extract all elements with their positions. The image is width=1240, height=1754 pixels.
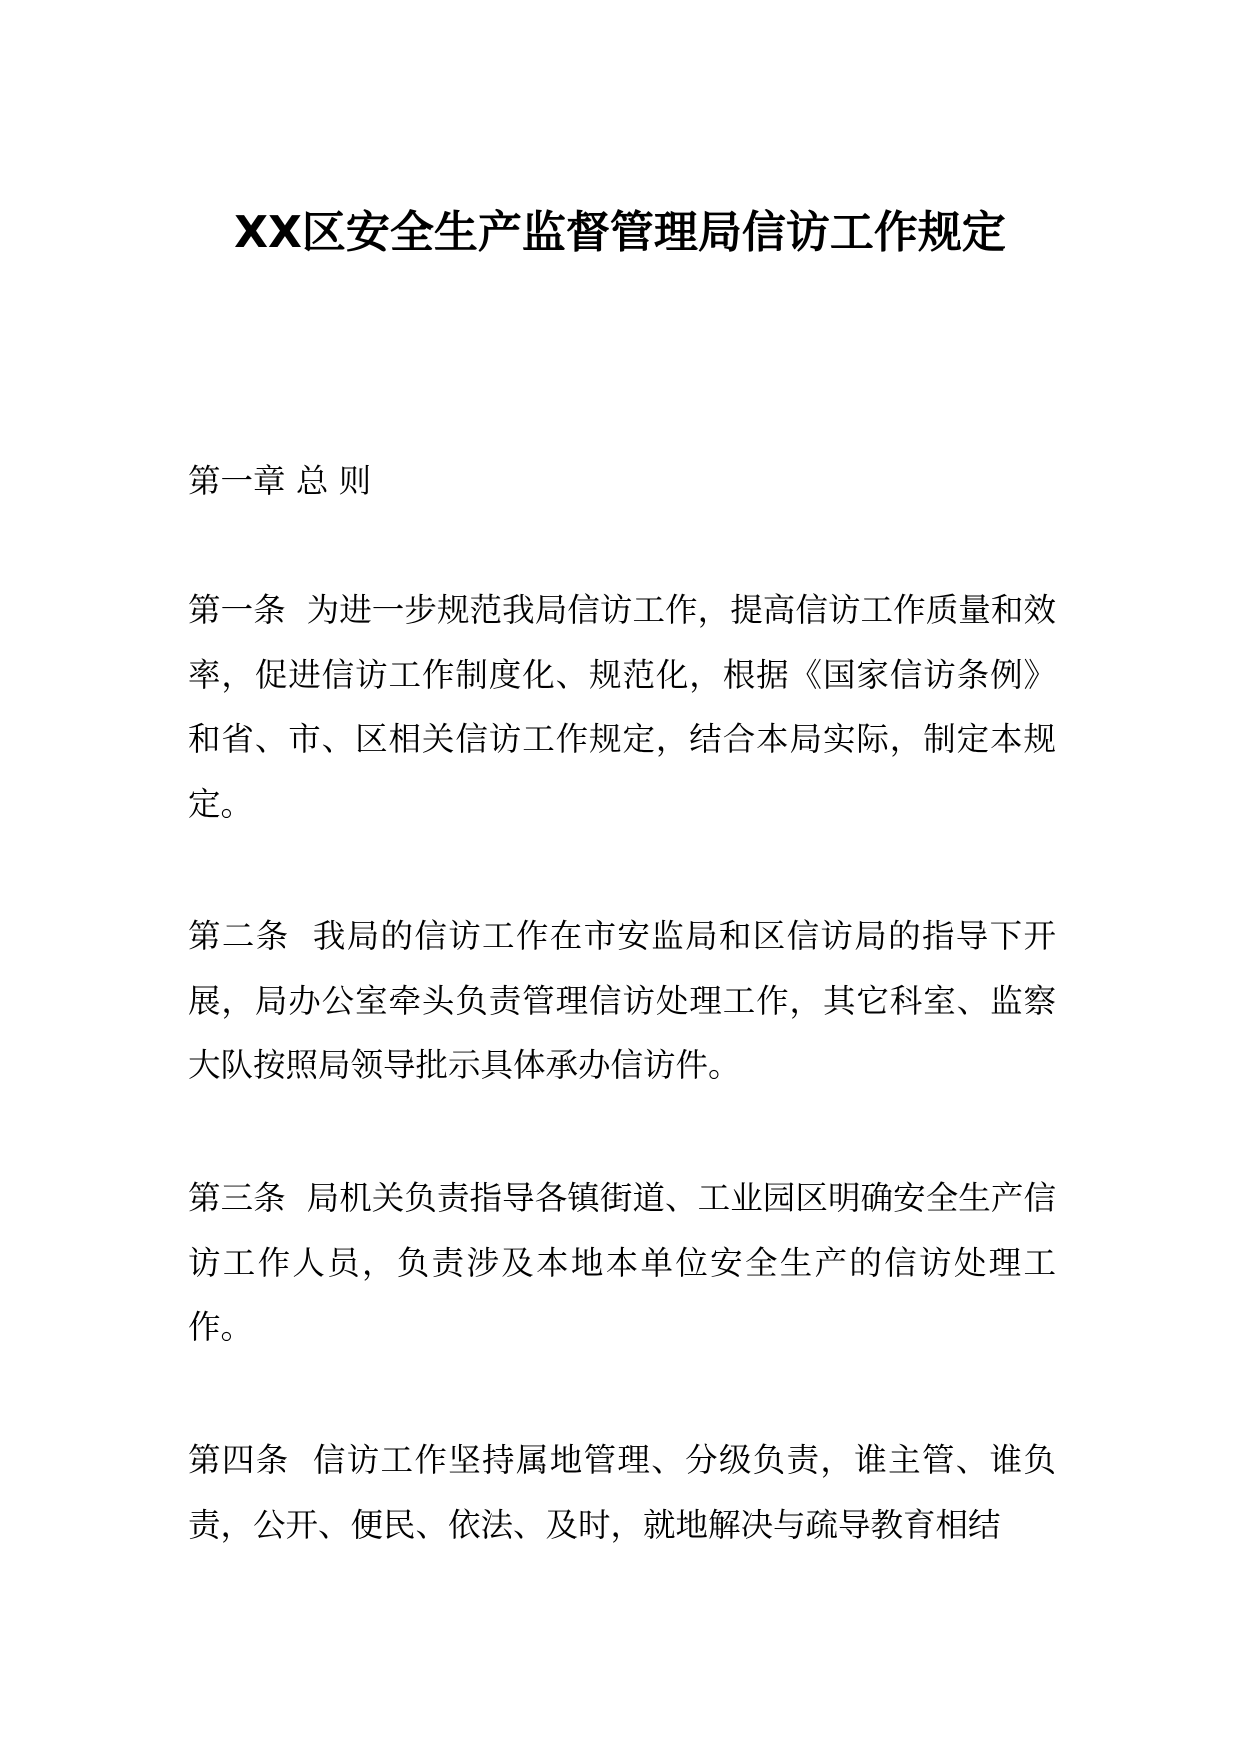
article-4-text: 信访工作坚持属地管理、分级负责，谁主管、谁负责，公开、便民、依法、及时，就地解决与疏导教育相结 [188,1441,1056,1544]
article-2 [188,904,1056,1098]
chapter-heading: 第一章 总 则 [188,462,372,500]
article-4-label: 第四条 [188,1441,290,1479]
article-3 [188,1166,1056,1360]
article-2-label: 第二条 [188,917,290,955]
document-title: XX区安全生产监督管理局信访工作规定 [234,207,1006,258]
article-1 [188,578,1056,836]
article-4 [188,1428,1056,1557]
article-3-text: 局机关负责指导各镇街道、工业园区明确安全生产信访工作人员，负责涉及本地本单位安全生产的信访处理工作。 [188,1179,1056,1346]
article-2-text: 我局的信访工作在市安监局和区信访局的指导下开展，局办公室牵头负责管理信访处理工作，其它科室、监察大队按照局领导批示具体承办信访件。 [188,917,1056,1084]
article-3-label: 第三条 [188,1179,286,1217]
article-1-text: 为进一步规范我局信访工作，提高信访工作质量和效率，促进信访工作制度化、规范化，根据《国家信访条例》和省、市、区相关信访工作规定，结合本局实际，制定本规定。 [188,591,1056,823]
article-1-label: 第一条 [188,591,286,629]
